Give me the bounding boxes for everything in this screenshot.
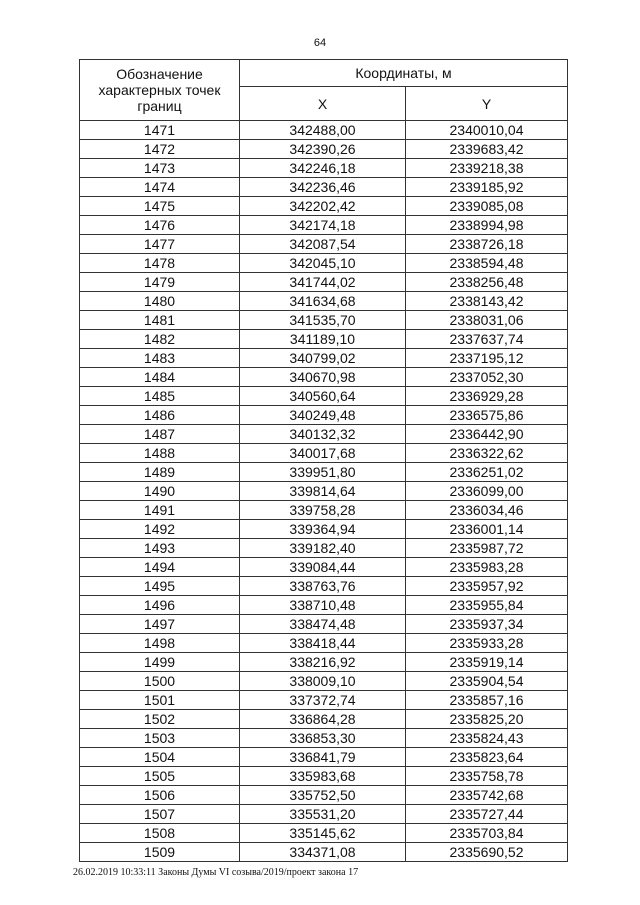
y-coordinate-cell: 2338256,48 — [406, 273, 568, 292]
header-x: X — [240, 87, 406, 121]
y-coordinate-cell: 2340010,04 — [406, 121, 568, 140]
point-id-cell: 1503 — [80, 729, 240, 748]
point-id-cell: 1483 — [80, 349, 240, 368]
point-id-cell: 1497 — [80, 615, 240, 634]
x-coordinate-cell: 340670,98 — [240, 368, 406, 387]
table-row — [80, 311, 568, 330]
x-coordinate-cell: 339182,40 — [240, 539, 406, 558]
point-id-cell: 1485 — [80, 387, 240, 406]
table-row — [80, 197, 568, 216]
y-coordinate-cell: 2335823,64 — [406, 748, 568, 767]
x-coordinate-cell: 335145,62 — [240, 824, 406, 843]
table-row — [80, 349, 568, 368]
table-row — [80, 748, 568, 767]
table-row — [80, 843, 568, 862]
x-coordinate-cell: 342045,10 — [240, 254, 406, 273]
table-row — [80, 235, 568, 254]
point-id-cell: 1478 — [80, 254, 240, 273]
x-coordinate-cell: 334371,08 — [240, 843, 406, 862]
y-coordinate-cell: 2335955,84 — [406, 596, 568, 615]
table-row — [80, 463, 568, 482]
point-id-cell: 1509 — [80, 843, 240, 862]
y-coordinate-cell: 2335983,28 — [406, 558, 568, 577]
table-row — [80, 558, 568, 577]
y-coordinate-cell: 2336929,28 — [406, 387, 568, 406]
point-id-cell: 1493 — [80, 539, 240, 558]
table-body — [80, 121, 568, 862]
x-coordinate-cell: 336853,30 — [240, 729, 406, 748]
header-coordinates: Координаты, м — [240, 60, 568, 87]
table-row — [80, 482, 568, 501]
x-coordinate-cell: 342390,26 — [240, 140, 406, 159]
y-coordinate-cell: 2339683,42 — [406, 140, 568, 159]
x-coordinate-cell: 341634,68 — [240, 292, 406, 311]
table-row — [80, 729, 568, 748]
x-coordinate-cell: 342236,46 — [240, 178, 406, 197]
y-coordinate-cell: 2336001,14 — [406, 520, 568, 539]
table-row — [80, 767, 568, 786]
y-coordinate-cell: 2338594,48 — [406, 254, 568, 273]
x-coordinate-cell: 342488,00 — [240, 121, 406, 140]
table-row — [80, 805, 568, 824]
point-id-cell: 1481 — [80, 311, 240, 330]
table-row — [80, 121, 568, 140]
point-id-cell: 1487 — [80, 425, 240, 444]
x-coordinate-cell: 339758,28 — [240, 501, 406, 520]
x-coordinate-cell: 341535,70 — [240, 311, 406, 330]
table-row — [80, 786, 568, 805]
table-row — [80, 596, 568, 615]
point-id-cell: 1490 — [80, 482, 240, 501]
table-row — [80, 539, 568, 558]
point-id-cell: 1505 — [80, 767, 240, 786]
x-coordinate-cell: 340249,48 — [240, 406, 406, 425]
x-coordinate-cell: 338216,92 — [240, 653, 406, 672]
point-id-cell: 1486 — [80, 406, 240, 425]
table-row — [80, 273, 568, 292]
y-coordinate-cell: 2336575,86 — [406, 406, 568, 425]
header-y: Y — [406, 87, 568, 121]
point-id-cell: 1484 — [80, 368, 240, 387]
x-coordinate-cell: 336841,79 — [240, 748, 406, 767]
y-coordinate-cell: 2335937,34 — [406, 615, 568, 634]
point-id-cell: 1491 — [80, 501, 240, 520]
point-id-cell: 1477 — [80, 235, 240, 254]
y-coordinate-cell: 2336322,62 — [406, 444, 568, 463]
footer-stamp: 26.02.2019 10:33:11 Законы Думы VI созыва/2019/проект закона 17 — [73, 867, 359, 878]
y-coordinate-cell: 2337195,12 — [406, 349, 568, 368]
y-coordinate-cell: 2335857,16 — [406, 691, 568, 710]
point-id-cell: 1506 — [80, 786, 240, 805]
point-id-cell: 1480 — [80, 292, 240, 311]
table-row — [80, 577, 568, 596]
x-coordinate-cell: 340560,64 — [240, 387, 406, 406]
y-coordinate-cell: 2335690,52 — [406, 843, 568, 862]
table-row — [80, 159, 568, 178]
table-row — [80, 387, 568, 406]
x-coordinate-cell: 338474,48 — [240, 615, 406, 634]
point-id-cell: 1471 — [80, 121, 240, 140]
table-row — [80, 444, 568, 463]
y-coordinate-cell: 2336442,90 — [406, 425, 568, 444]
x-coordinate-cell: 341744,02 — [240, 273, 406, 292]
y-coordinate-cell: 2339218,38 — [406, 159, 568, 178]
point-id-cell: 1482 — [80, 330, 240, 349]
y-coordinate-cell: 2335933,28 — [406, 634, 568, 653]
y-coordinate-cell: 2339185,92 — [406, 178, 568, 197]
x-coordinate-cell: 340799,02 — [240, 349, 406, 368]
y-coordinate-cell: 2335703,84 — [406, 824, 568, 843]
point-id-cell: 1492 — [80, 520, 240, 539]
table-row — [80, 140, 568, 159]
point-id-cell: 1496 — [80, 596, 240, 615]
y-coordinate-cell: 2338994,98 — [406, 216, 568, 235]
table-header-row — [80, 60, 568, 87]
y-coordinate-cell: 2335957,92 — [406, 577, 568, 596]
point-id-cell: 1498 — [80, 634, 240, 653]
point-id-cell: 1500 — [80, 672, 240, 691]
y-coordinate-cell: 2336251,02 — [406, 463, 568, 482]
table-row — [80, 292, 568, 311]
y-coordinate-cell: 2337637,74 — [406, 330, 568, 349]
table-row — [80, 615, 568, 634]
point-id-cell: 1494 — [80, 558, 240, 577]
point-id-cell: 1502 — [80, 710, 240, 729]
table-row — [80, 824, 568, 843]
table-row — [80, 501, 568, 520]
point-id-cell: 1472 — [80, 140, 240, 159]
table-row — [80, 178, 568, 197]
point-id-cell: 1504 — [80, 748, 240, 767]
y-coordinate-cell: 2335824,43 — [406, 729, 568, 748]
x-coordinate-cell: 342174,18 — [240, 216, 406, 235]
x-coordinate-cell: 342202,42 — [240, 197, 406, 216]
x-coordinate-cell: 339084,44 — [240, 558, 406, 577]
point-id-cell: 1495 — [80, 577, 240, 596]
table-row — [80, 672, 568, 691]
y-coordinate-cell: 2338143,42 — [406, 292, 568, 311]
point-id-cell: 1489 — [80, 463, 240, 482]
x-coordinate-cell: 338763,76 — [240, 577, 406, 596]
x-coordinate-cell: 337372,74 — [240, 691, 406, 710]
table-row — [80, 368, 568, 387]
x-coordinate-cell: 340017,68 — [240, 444, 406, 463]
y-coordinate-cell: 2338031,06 — [406, 311, 568, 330]
point-id-cell: 1479 — [80, 273, 240, 292]
x-coordinate-cell: 342087,54 — [240, 235, 406, 254]
x-coordinate-cell: 338418,44 — [240, 634, 406, 653]
table-row — [80, 406, 568, 425]
y-coordinate-cell: 2335919,14 — [406, 653, 568, 672]
point-id-cell: 1507 — [80, 805, 240, 824]
table-row — [80, 330, 568, 349]
header-point-designation: Обозначение характерных точек границ — [80, 60, 240, 121]
y-coordinate-cell: 2339085,08 — [406, 197, 568, 216]
table-row — [80, 634, 568, 653]
y-coordinate-cell: 2335987,72 — [406, 539, 568, 558]
point-id-cell: 1475 — [80, 197, 240, 216]
point-id-cell: 1499 — [80, 653, 240, 672]
y-coordinate-cell: 2336099,00 — [406, 482, 568, 501]
y-coordinate-cell: 2335727,44 — [406, 805, 568, 824]
x-coordinate-cell: 342246,18 — [240, 159, 406, 178]
x-coordinate-cell: 339814,64 — [240, 482, 406, 501]
table-row — [80, 216, 568, 235]
y-coordinate-cell: 2335825,20 — [406, 710, 568, 729]
table-row — [80, 425, 568, 444]
x-coordinate-cell: 338009,10 — [240, 672, 406, 691]
x-coordinate-cell: 339364,94 — [240, 520, 406, 539]
x-coordinate-cell: 336864,28 — [240, 710, 406, 729]
point-id-cell: 1476 — [80, 216, 240, 235]
x-coordinate-cell: 338710,48 — [240, 596, 406, 615]
y-coordinate-cell: 2335758,78 — [406, 767, 568, 786]
point-id-cell: 1474 — [80, 178, 240, 197]
x-coordinate-cell: 335531,20 — [240, 805, 406, 824]
x-coordinate-cell: 341189,10 — [240, 330, 406, 349]
y-coordinate-cell: 2335904,54 — [406, 672, 568, 691]
table-row — [80, 254, 568, 273]
x-coordinate-cell: 335983,68 — [240, 767, 406, 786]
point-id-cell: 1501 — [80, 691, 240, 710]
y-coordinate-cell: 2336034,46 — [406, 501, 568, 520]
page-number: 64 — [313, 37, 327, 49]
y-coordinate-cell: 2335742,68 — [406, 786, 568, 805]
coordinates-table — [79, 59, 568, 862]
table-row — [80, 691, 568, 710]
table-row — [80, 710, 568, 729]
x-coordinate-cell: 339951,80 — [240, 463, 406, 482]
table-row — [80, 653, 568, 672]
point-id-cell: 1508 — [80, 824, 240, 843]
y-coordinate-cell: 2337052,30 — [406, 368, 568, 387]
point-id-cell: 1488 — [80, 444, 240, 463]
point-id-cell: 1473 — [80, 159, 240, 178]
table-row — [80, 520, 568, 539]
x-coordinate-cell: 335752,50 — [240, 786, 406, 805]
y-coordinate-cell: 2338726,18 — [406, 235, 568, 254]
x-coordinate-cell: 340132,32 — [240, 425, 406, 444]
